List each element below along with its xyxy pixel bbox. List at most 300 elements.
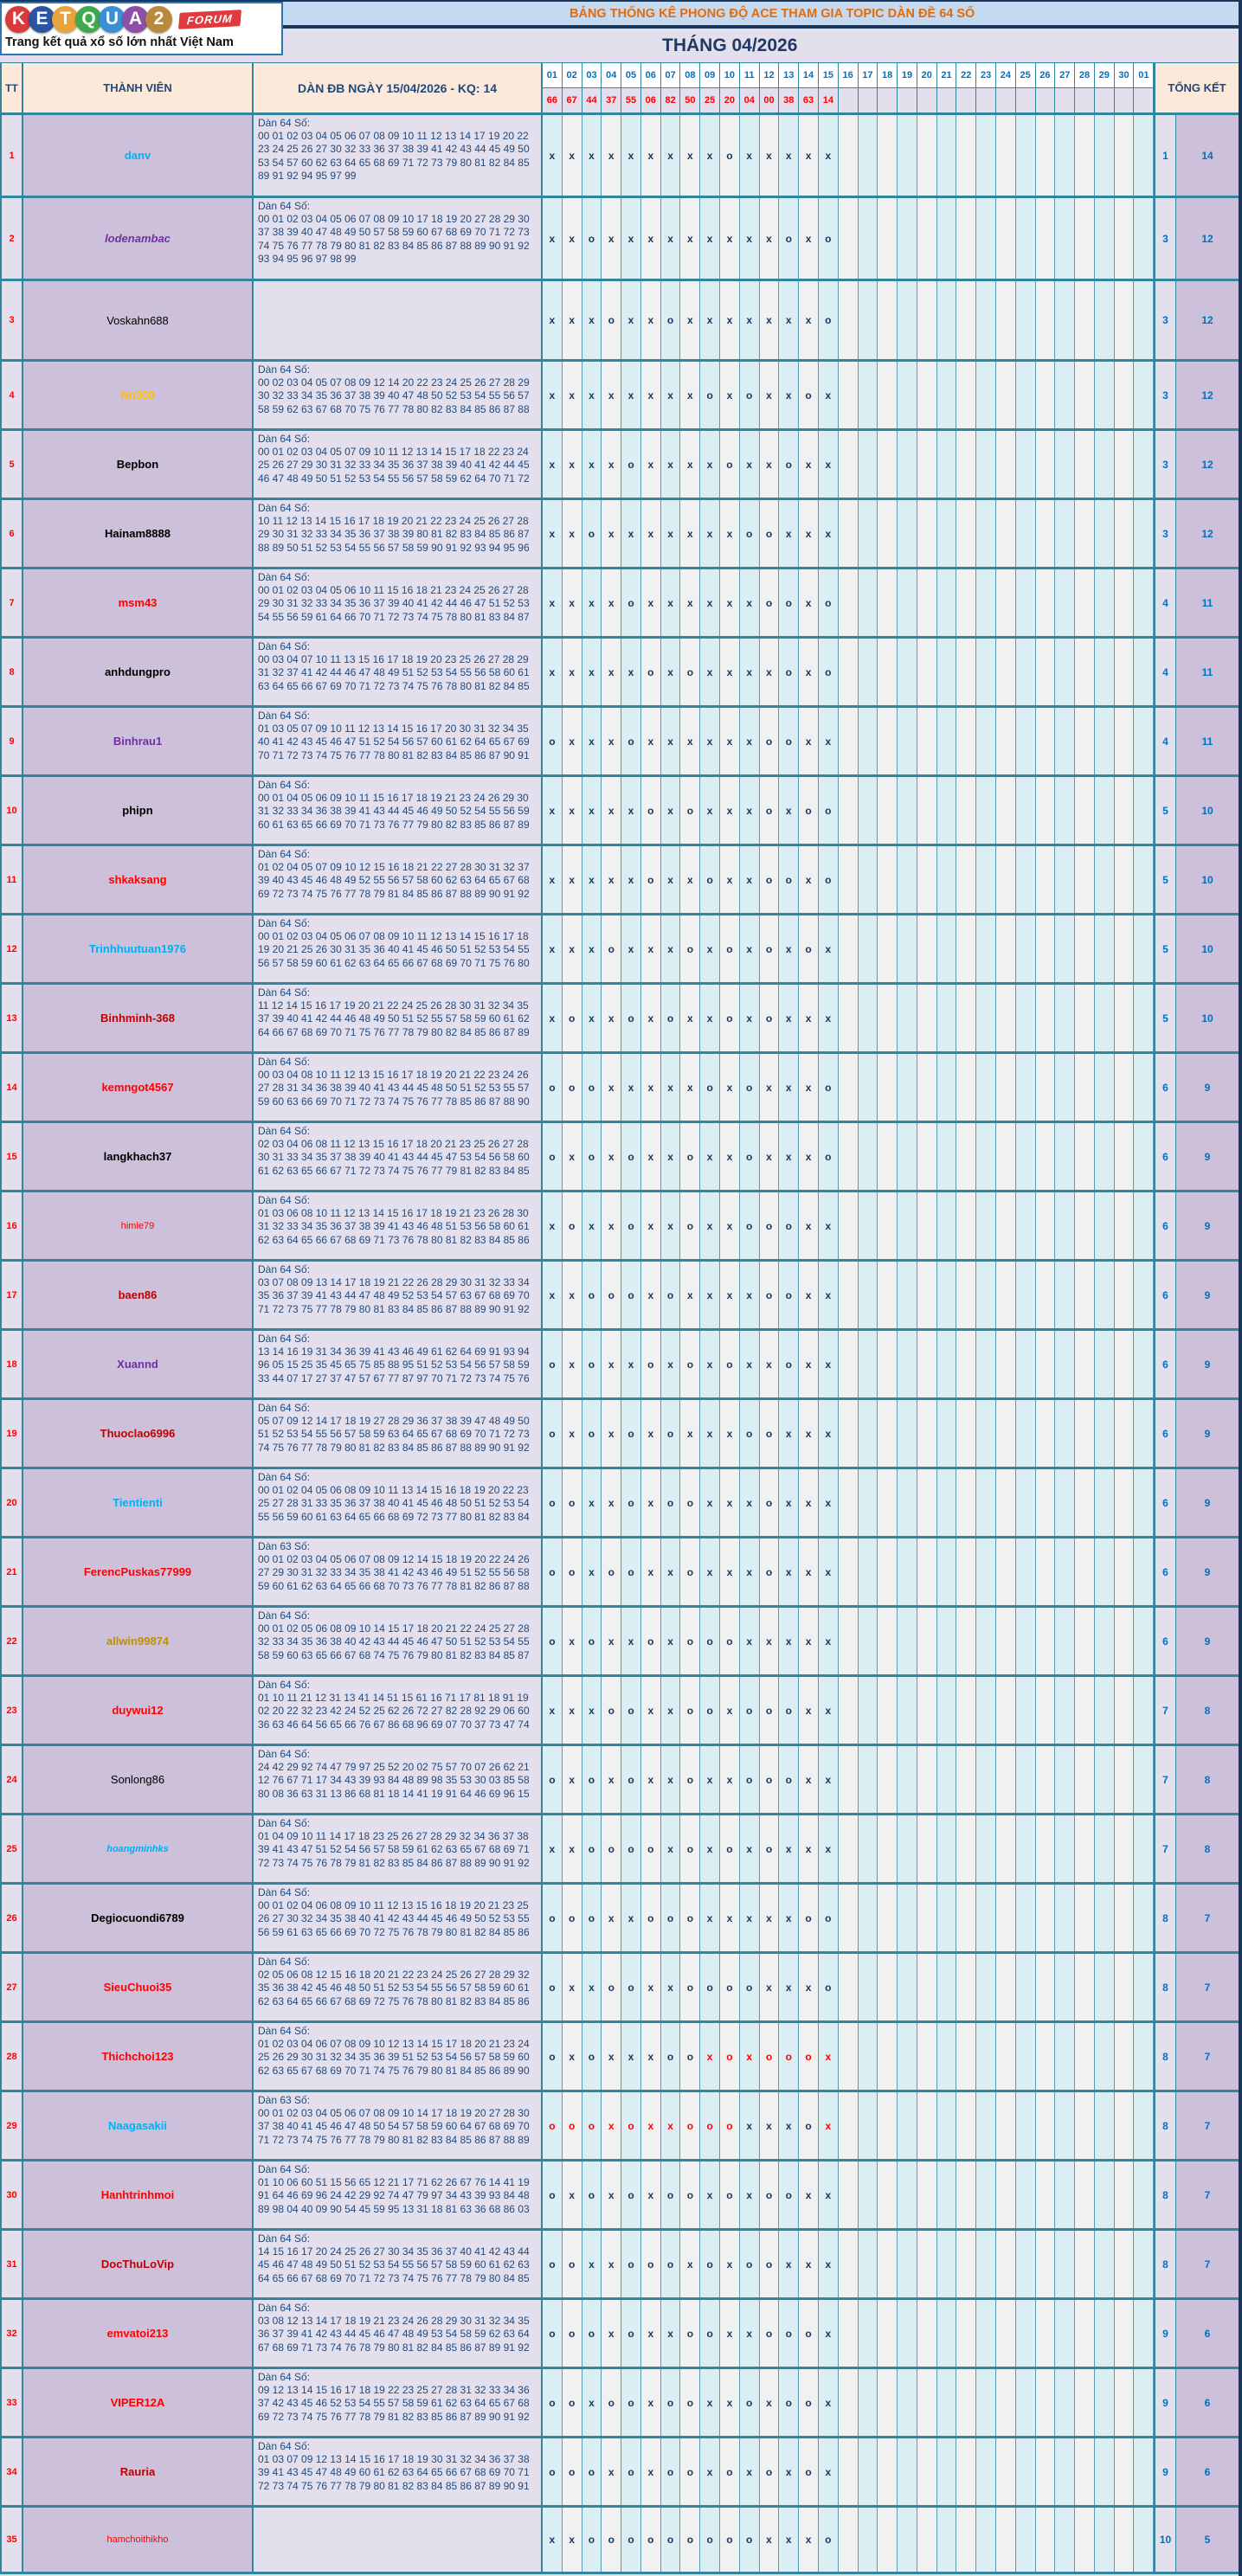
hit-mark: x <box>641 1054 661 1121</box>
hit-mark: x <box>760 281 780 359</box>
empty-mark-cell <box>917 846 937 913</box>
member-name[interactable]: phipn <box>122 804 153 817</box>
member-name[interactable]: Thuoclao6996 <box>100 1427 176 1440</box>
miss-mark: o <box>621 569 641 636</box>
marks-cells <box>543 2092 1155 2159</box>
hit-mark: x <box>720 1054 740 1121</box>
empty-mark-cell <box>878 1400 898 1467</box>
number-set-line: 25 26 29 30 31 32 34 35 36 39 51 52 53 54 56 57 58 59 60 <box>258 2051 530 2064</box>
hit-mark: x <box>641 281 661 359</box>
hit-mark: x <box>799 1400 819 1467</box>
member-name[interactable]: Rauria <box>119 2465 156 2478</box>
empty-mark-cell <box>937 281 957 359</box>
hit-mark: x <box>543 198 563 279</box>
hit-mark: x <box>661 915 681 982</box>
total-hit-count: 7 <box>1176 2023 1239 2090</box>
hit-mark: x <box>543 362 563 428</box>
empty-mark-cell <box>1016 1539 1036 1605</box>
empty-mark-cell <box>839 2162 859 2228</box>
member-name[interactable]: Hainam8888 <box>105 527 171 540</box>
marks-cells <box>543 1539 1155 1605</box>
empty-mark-cell <box>1036 115 1056 196</box>
empty-mark-cell <box>1095 1192 1115 1259</box>
number-set-line: 88 89 50 51 52 53 54 55 56 57 58 59 90 91 92 93 94 95 96 <box>258 541 530 554</box>
empty-mark-cell <box>1115 2231 1135 2297</box>
hit-mark: x <box>641 1123 661 1190</box>
miss-mark: o <box>799 1885 819 1951</box>
empty-mark-cell <box>1095 1262 1115 1328</box>
empty-mark-cell <box>1055 1746 1075 1813</box>
total-miss-count: 4 <box>1155 639 1176 705</box>
hit-mark: x <box>563 1677 582 1744</box>
miss-mark: o <box>680 2438 700 2505</box>
empty-mark-cell <box>1134 500 1154 567</box>
empty-mark-cell <box>1115 1539 1135 1605</box>
hit-mark: x <box>720 1400 740 1467</box>
empty-mark-cell <box>1134 1885 1154 1951</box>
member-name[interactable]: Binhminh-368 <box>100 1012 175 1025</box>
empty-mark-cell <box>976 2023 996 2090</box>
member-name[interactable]: Xuannd <box>117 1358 158 1371</box>
hit-mark: x <box>680 115 700 196</box>
hit-mark: x <box>680 1054 700 1121</box>
number-set-line: 02 20 22 32 23 42 24 52 25 62 26 72 27 82 28 92 29 06 60 <box>258 1705 530 1718</box>
row-index: 4 <box>0 362 23 428</box>
empty-mark-cell <box>839 1539 859 1605</box>
miss-mark: o <box>740 1746 760 1813</box>
member-name[interactable]: duywui12 <box>112 1704 164 1717</box>
number-set-cell <box>254 915 543 982</box>
hit-mark: x <box>563 1262 582 1328</box>
member-name[interactable]: VIPER12A <box>110 2396 165 2409</box>
empty-mark-cell <box>839 915 859 982</box>
miss-mark: o <box>582 2300 602 2367</box>
hit-mark: x <box>720 777 740 844</box>
number-set-label: Dàn 64 Số: <box>258 1956 311 1968</box>
number-set-line: 35 36 37 39 41 43 44 47 48 49 52 53 54 57 63 67 68 69 70 <box>258 1289 530 1302</box>
number-set-line: 58 59 62 63 67 68 70 75 76 77 78 80 82 83 84 85 86 87 88 <box>258 402 530 415</box>
hit-mark: x <box>819 1677 839 1744</box>
number-set-label: Dàn 64 Số: <box>258 1333 311 1345</box>
member-name[interactable]: baen86 <box>118 1288 158 1301</box>
empty-mark-cell <box>1134 1539 1154 1605</box>
hit-mark: x <box>740 2438 760 2505</box>
member-name-cell <box>23 500 254 567</box>
hit-mark: x <box>700 1539 720 1605</box>
empty-mark-cell <box>839 1123 859 1190</box>
empty-mark-cell <box>1095 569 1115 636</box>
hit-mark: x <box>819 115 839 196</box>
empty-mark-cell <box>996 431 1016 498</box>
miss-mark: o <box>799 777 819 844</box>
empty-mark-cell <box>1115 198 1135 279</box>
hit-mark: x <box>641 1539 661 1605</box>
miss-mark: o <box>543 2231 563 2297</box>
miss-mark: o <box>760 500 780 567</box>
miss-mark: o <box>602 1815 621 1882</box>
number-set-line: 67 68 69 71 73 74 76 78 79 80 81 82 84 85 86 87 89 91 92 <box>258 2341 530 2354</box>
number-set-line: 37 38 40 41 45 46 47 48 50 54 57 58 59 60 64 67 68 69 70 <box>258 2120 530 2133</box>
miss-mark: o <box>543 1539 563 1605</box>
member-name[interactable]: Degiocuondi6789 <box>91 1911 184 1924</box>
day-header-4: 04 <box>602 63 621 88</box>
empty-mark-cell <box>1095 1400 1115 1467</box>
member-name[interactable]: kemngot4567 <box>101 1081 174 1094</box>
member-name[interactable]: Voskahn688 <box>106 313 169 327</box>
empty-mark-cell <box>859 708 878 774</box>
hit-mark: x <box>680 362 700 428</box>
empty-mark-cell <box>878 2508 898 2572</box>
hit-mark: x <box>602 2162 621 2228</box>
total-miss-count: 4 <box>1155 708 1176 774</box>
number-set-line: 00 01 04 05 06 09 10 11 15 16 17 18 19 21 23 24 26 29 30 <box>258 792 529 805</box>
hit-mark: x <box>799 1746 819 1813</box>
member-name[interactable]: SieuChuoi35 <box>103 1981 172 1994</box>
empty-mark-cell <box>1134 1746 1154 1813</box>
number-set-line: 01 04 09 10 11 14 17 18 23 25 26 27 28 29 32 34 36 37 38 <box>258 1830 529 1843</box>
member-name[interactable]: Trinhhuutuan1976 <box>89 942 186 955</box>
hit-mark: x <box>799 639 819 705</box>
number-set-line: 01 02 04 05 07 09 10 12 15 16 18 21 22 27 28 30 31 32 37 <box>258 861 530 874</box>
miss-mark: o <box>740 500 760 567</box>
miss-mark: o <box>543 1608 563 1674</box>
empty-mark-cell <box>1095 1746 1115 1813</box>
member-name[interactable]: lodenambac <box>105 232 171 245</box>
empty-mark-cell <box>1075 2231 1095 2297</box>
hit-mark: x <box>563 915 582 982</box>
hit-mark: x <box>740 115 760 196</box>
empty-mark-cell <box>956 1054 976 1121</box>
number-set-label: Dàn 64 Số: <box>258 640 311 652</box>
total-hit-count: 10 <box>1176 777 1239 844</box>
member-name-cell <box>23 2508 254 2572</box>
hit-mark: x <box>661 1677 681 1744</box>
empty-mark-cell <box>917 281 937 359</box>
miss-mark: o <box>819 198 839 279</box>
empty-mark-cell <box>859 1192 878 1259</box>
member-name[interactable]: Nn300 <box>120 389 155 401</box>
miss-mark: o <box>563 985 582 1051</box>
empty-mark-cell <box>937 1815 957 1882</box>
day-header-13: 13 <box>779 63 799 88</box>
total-hit-count: 7 <box>1176 1885 1239 1951</box>
empty-mark-cell <box>1055 639 1075 705</box>
number-set-cell <box>254 1192 543 1259</box>
hit-mark: x <box>740 1608 760 1674</box>
miss-mark: o <box>543 1123 563 1190</box>
empty-mark-cell <box>1016 846 1036 913</box>
hit-mark: x <box>641 431 661 498</box>
empty-mark-cell <box>1134 2162 1154 2228</box>
total-miss-count: 7 <box>1155 1815 1176 1882</box>
member-name[interactable]: msm43 <box>118 596 158 609</box>
day-result-5: 55 <box>621 88 641 113</box>
number-set-line: 14 15 16 17 20 24 25 26 27 30 34 35 36 37 40 41 42 43 44 <box>258 2245 530 2258</box>
day-result-9: 25 <box>700 88 720 113</box>
empty-mark-cell <box>956 2231 976 2297</box>
miss-mark: o <box>760 985 780 1051</box>
number-set-line: 54 55 56 59 61 64 66 70 71 72 73 74 75 78 80 81 83 84 87 <box>258 610 530 623</box>
row-index: 11 <box>0 846 23 913</box>
hit-mark: x <box>740 2023 760 2090</box>
member-name[interactable]: Tientienti <box>113 1496 163 1509</box>
hit-mark: x <box>779 2438 799 2505</box>
header-member: THÀNH VIÊN <box>23 63 254 112</box>
hit-mark: x <box>602 1400 621 1467</box>
empty-mark-cell <box>1134 1815 1154 1882</box>
hit-mark: x <box>779 1608 799 1674</box>
hit-mark: x <box>740 569 760 636</box>
hit-mark: x <box>661 115 681 196</box>
total-hit-count: 12 <box>1176 362 1239 428</box>
empty-mark-cell <box>917 198 937 279</box>
hit-mark: x <box>700 1331 720 1397</box>
empty-mark-cell <box>878 1469 898 1536</box>
miss-mark: o <box>621 1469 641 1536</box>
hit-mark: x <box>641 2438 661 2505</box>
member-name[interactable]: langkhach37 <box>103 1150 172 1163</box>
hit-mark: x <box>819 1815 839 1882</box>
empty-mark-cell <box>1036 569 1056 636</box>
empty-mark-cell <box>1036 1123 1056 1190</box>
number-set-line: 96 05 15 25 35 45 65 75 85 88 95 51 52 53 54 56 57 58 59 <box>258 1359 530 1372</box>
empty-mark-cell <box>1036 639 1056 705</box>
marks-cells <box>543 1123 1155 1190</box>
number-set-label: Dàn 64 Số: <box>258 363 311 376</box>
empty-mark-cell <box>917 777 937 844</box>
number-set-cell <box>254 1400 543 1467</box>
hit-mark: x <box>563 1954 582 2020</box>
hit-mark: x <box>543 639 563 705</box>
day-result-16 <box>839 88 859 113</box>
number-set-line: 35 36 38 42 45 46 48 50 51 52 53 54 55 56 57 58 59 60 61 <box>258 1982 530 1995</box>
hit-mark: x <box>641 1262 661 1328</box>
number-set-line: 00 02 03 04 05 07 08 09 12 14 20 22 23 24 25 26 27 28 29 <box>258 376 530 389</box>
member-name[interactable]: FerencPuskas77999 <box>83 1565 192 1578</box>
logo-letter: 2 <box>145 6 172 33</box>
day-header-21: 21 <box>937 63 957 88</box>
day-result-26 <box>1036 88 1056 113</box>
header-dan-db: DÀN ĐB NGÀY 15/04/2026 - KQ: 14 <box>254 63 543 112</box>
empty-mark-cell <box>937 2023 957 2090</box>
miss-mark: o <box>720 2438 740 2505</box>
hit-mark: x <box>700 2438 720 2505</box>
miss-mark: o <box>543 708 563 774</box>
table-row <box>0 1674 1242 1744</box>
miss-mark: o <box>661 2508 681 2572</box>
row-index: 18 <box>0 1331 23 1397</box>
member-name[interactable]: emvatoi213 <box>106 2327 169 2340</box>
miss-mark: o <box>760 1400 780 1467</box>
empty-mark-cell <box>859 1469 878 1536</box>
marks-cells <box>543 1677 1155 1744</box>
total-miss-count: 6 <box>1155 1608 1176 1674</box>
number-set-line: 37 38 39 40 47 48 49 50 57 58 59 60 67 68 69 70 71 72 73 <box>258 226 530 239</box>
hit-mark: x <box>740 1885 760 1951</box>
hit-mark: x <box>760 2369 780 2436</box>
hit-mark: x <box>720 639 740 705</box>
empty-mark-cell <box>937 1123 957 1190</box>
hit-mark: x <box>799 431 819 498</box>
empty-mark-cell <box>1036 1677 1056 1744</box>
empty-mark-cell <box>1115 1815 1135 1882</box>
hit-mark: x <box>621 362 641 428</box>
hit-mark: x <box>740 777 760 844</box>
hit-mark: x <box>563 362 582 428</box>
number-set-line: 12 76 67 71 17 34 43 39 93 84 48 89 98 35 53 30 03 85 58 <box>258 1774 530 1787</box>
logo-letter: Q <box>75 6 102 33</box>
miss-mark: o <box>602 915 621 982</box>
member-name[interactable]: shkaksang <box>108 873 167 886</box>
hit-mark: x <box>700 500 720 567</box>
miss-mark: o <box>720 1815 740 1882</box>
empty-mark-cell <box>1055 1469 1075 1536</box>
miss-mark: o <box>760 846 780 913</box>
empty-mark-cell <box>1115 1054 1135 1121</box>
empty-mark-cell <box>917 1677 937 1744</box>
member-name[interactable]: anhdungpro <box>105 665 171 678</box>
number-set-cell <box>254 1885 543 1951</box>
miss-mark: o <box>602 281 621 359</box>
empty-mark-cell <box>917 115 937 196</box>
number-set-cell <box>254 2438 543 2505</box>
empty-mark-cell <box>1095 708 1115 774</box>
miss-mark: o <box>543 1885 563 1951</box>
empty-mark-cell <box>956 2508 976 2572</box>
member-name[interactable]: hoangminhks <box>106 1843 169 1854</box>
total-hit-count: 6 <box>1176 2438 1239 2505</box>
empty-mark-cell <box>956 1331 976 1397</box>
empty-mark-cell <box>859 500 878 567</box>
empty-mark-cell <box>1016 2438 1036 2505</box>
empty-mark-cell <box>996 1400 1016 1467</box>
member-name[interactable]: Thichchoi123 <box>101 2050 174 2063</box>
member-name[interactable]: himle79 <box>120 1220 155 1231</box>
miss-mark: o <box>621 1262 641 1328</box>
table-row <box>0 1397 1242 1467</box>
miss-mark: o <box>700 846 720 913</box>
empty-mark-cell <box>839 777 859 844</box>
member-name-cell <box>23 1815 254 1882</box>
empty-mark-cell <box>1016 431 1036 498</box>
number-set-label: Dàn 64 Số: <box>258 571 311 583</box>
number-set-line: 00 01 02 04 06 08 09 10 11 12 13 15 16 18 19 20 21 23 25 <box>258 1899 529 1912</box>
number-set-label: Dàn 64 Số: <box>258 1817 311 1829</box>
empty-mark-cell <box>976 1123 996 1190</box>
member-name[interactable]: Binhrau1 <box>113 735 163 748</box>
member-name[interactable]: Naagasakii <box>108 2119 167 2132</box>
empty-mark-cell <box>1115 1954 1135 2020</box>
hit-mark: x <box>779 777 799 844</box>
empty-mark-cell <box>1134 1608 1154 1674</box>
number-set-label: Dàn 64 Số: <box>258 779 311 791</box>
empty-mark-cell <box>1115 2508 1135 2572</box>
number-set-line: 00 01 02 03 04 05 06 07 08 09 10 17 18 19 20 27 28 29 30 <box>258 213 530 226</box>
total-miss-count: 8 <box>1155 2023 1176 2090</box>
empty-mark-cell <box>898 2300 917 2367</box>
miss-mark: o <box>602 2369 621 2436</box>
hit-mark: x <box>819 1331 839 1397</box>
row-index: 5 <box>0 431 23 498</box>
miss-mark: o <box>661 2023 681 2090</box>
miss-mark: o <box>760 2300 780 2367</box>
hit-mark: x <box>563 846 582 913</box>
empty-mark-cell <box>878 985 898 1051</box>
hit-mark: x <box>779 115 799 196</box>
hit-mark: x <box>602 1192 621 1259</box>
miss-mark: o <box>779 569 799 636</box>
hit-mark: x <box>740 1331 760 1397</box>
empty-mark-cell <box>878 2231 898 2297</box>
empty-mark-cell <box>937 915 957 982</box>
day-header-11: 11 <box>740 63 760 88</box>
empty-mark-cell <box>1134 2023 1154 2090</box>
miss-mark: o <box>563 2369 582 2436</box>
empty-mark-cell <box>1134 1123 1154 1190</box>
empty-mark-cell <box>1036 1262 1056 1328</box>
member-name[interactable]: DocThuLoVip <box>100 2258 175 2271</box>
empty-mark-cell <box>996 639 1016 705</box>
table-row <box>0 196 1242 279</box>
site-logo[interactable] <box>0 2 283 55</box>
empty-mark-cell <box>937 1539 957 1605</box>
day-header-23: 23 <box>976 63 996 88</box>
empty-mark-cell <box>1115 569 1135 636</box>
member-name[interactable]: danv <box>124 149 151 162</box>
logo-letter: K <box>5 6 32 33</box>
empty-mark-cell <box>878 1262 898 1328</box>
miss-mark: o <box>740 1054 760 1121</box>
hit-mark: x <box>700 1400 720 1467</box>
hit-mark: x <box>680 431 700 498</box>
number-set-cell <box>254 1815 543 1882</box>
empty-mark-cell <box>917 1331 937 1397</box>
member-name[interactable]: Sonlong86 <box>110 1773 165 1786</box>
empty-mark-cell <box>898 1954 917 2020</box>
member-name[interactable]: Hanhtrinhmoi <box>100 2188 175 2201</box>
logo-letters <box>5 4 278 34</box>
empty-mark-cell <box>1016 1469 1036 1536</box>
hit-mark: x <box>700 431 720 498</box>
miss-mark: o <box>740 1400 760 1467</box>
empty-mark-cell <box>1075 1123 1095 1190</box>
row-index: 3 <box>0 281 23 359</box>
member-name[interactable]: Bepbon <box>116 458 159 471</box>
table-row <box>0 112 1242 196</box>
hit-mark: x <box>621 115 641 196</box>
empty-mark-cell <box>937 985 957 1051</box>
empty-mark-cell <box>1016 362 1036 428</box>
day-header-22: 22 <box>956 63 976 88</box>
miss-mark: o <box>779 1331 799 1397</box>
empty-mark-cell <box>1016 281 1036 359</box>
empty-mark-cell <box>976 1885 996 1951</box>
hit-mark: x <box>582 1954 602 2020</box>
member-name[interactable]: allwin99874 <box>106 1635 170 1648</box>
empty-mark-cell <box>859 2508 878 2572</box>
member-name[interactable]: hamchoithikho <box>106 2534 169 2545</box>
empty-mark-cell <box>839 281 859 359</box>
empty-mark-cell <box>1016 1262 1036 1328</box>
empty-mark-cell <box>917 1262 937 1328</box>
empty-mark-cell <box>898 115 917 196</box>
hit-mark: x <box>661 431 681 498</box>
row-index: 12 <box>0 915 23 982</box>
number-set-line: 01 03 07 09 12 13 14 15 16 17 18 19 30 31 32 34 36 37 38 <box>258 2453 530 2466</box>
empty-mark-cell <box>976 2369 996 2436</box>
table-row <box>0 359 1242 428</box>
empty-mark-cell <box>878 708 898 774</box>
